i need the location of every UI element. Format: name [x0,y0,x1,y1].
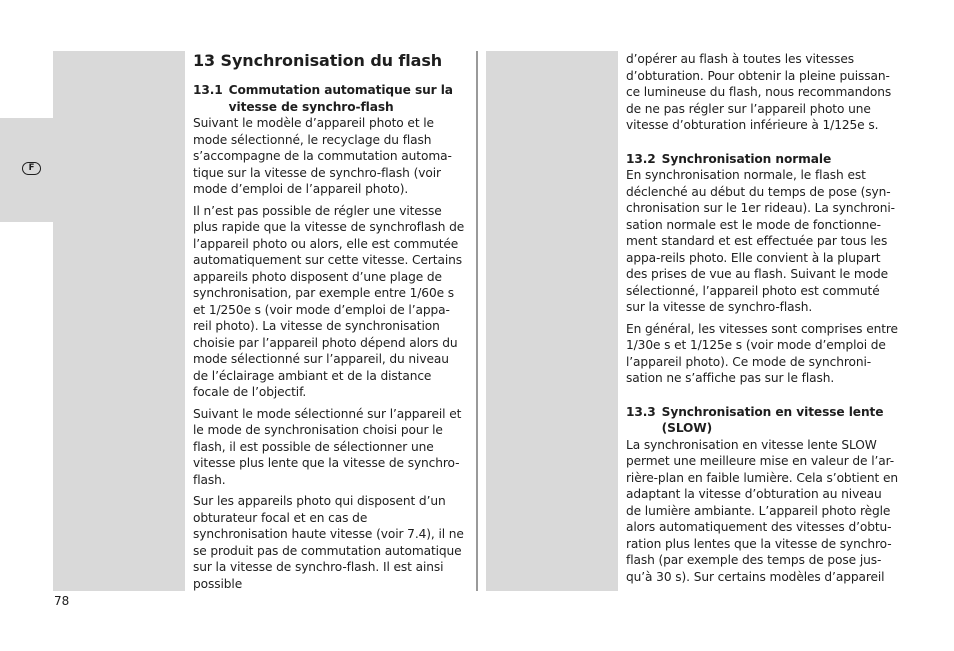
section-number: 13.1 [193,83,223,97]
section-number: 13.3 [626,404,656,419]
page-number: 78 [54,594,70,608]
language-badge: F [22,162,41,175]
section-number: 13.2 [626,151,656,166]
left-margin-band [53,51,185,591]
left-column [193,50,465,597]
paragraph: Sur les appareils photo qui disposent d’un obturateur focal et en cas de synchronisation haute vitesse (voir 7.4), il ne se produit pas de commutation automatique sur la vitesse de synchro-flash. Il est ainsi possible [193,494,464,591]
right-column [626,51,900,590]
paragraph: La synchronisation en vitesse lente SLOW permet une meilleure mise en valeur de l’ar-rière-plan en faible lumière. Cela s’obtient en adaptant la vitesse d’obturation au niveau de lumière ambiante. L’appareil photo règle alors automatiquement des vitesses d’obtu-ration plus lentes que la vitesse de synchro-flash (par exemple des temps de pose jus-qu’à 30 s). Sur certains modèles d’appareil [626,437,899,584]
paragraph: Suivant le modèle d’appareil photo et le mode sélectionné, le recyclage du flash s’accompagne de la commutation automa-tique sur la vitesse de synchro-flash (voir mode d’emploi de l’appareil photo). [193,116,452,196]
section-heading-13-2 [626,151,900,168]
right-margin-band [486,51,618,591]
paragraph: Il n’est pas possible de régler une vitesse plus rapide que la vitesse de synchroflash de l’appareil photo ou alors, elle est commutée automatiquement sur cette vitesse. Certains appareils photo disposent d’une plage de synchronisation, par exemple entre 1/60e s et 1/250e s (voir mode d’emploi de l’appa-reil photo). La vitesse de synchronisation choisie par l’appareil photo dépend alors du mode sélectionné sur l’appareil, du niveau de l’éclairage ambiant et de la distance focale de l’objectif. [193,203,465,399]
paragraph: d’opérer au flash à toutes les vitesses d’obturation. Pour obtenir la pleine puissan-ce lumineuse du flash, nous recommandons de ne pas régler sur l’appareil photo une vitesse d’obturation inférieure à 1/125e s. [626,52,892,132]
section-title: Commutation automatique sur la vitesse de synchro-flash [228,83,453,114]
chapter-heading: 13 Synchronisation du flash [193,51,443,70]
paragraph: En général, les vitesses sont comprises entre 1/30e s et 1/125e s (voir mode d’emploi de l’appareil photo). Ce mode de synchroni-sation ne s’affiche pas sur le flash. [626,321,898,385]
paragraph: En synchronisation normale, le flash est déclenché au début du temps de pose (syn-chronisation sur le 1er rideau). La synchroni-sation normale est le mode de fonctionne-ment standard et est effectuée par tous les appa-reils photo. Elle convient à la plupart des prises de vue au flash. Suivant le mode sélectionné, l’appareil photo est commuté sur la vitesse de synchro-flash. [626,168,895,314]
section-heading-13-1 [193,82,465,115]
section-title: Synchronisation normale [661,151,832,166]
section-title: Synchronisation en vitesse lente (SLOW) [661,404,884,435]
column-divider [476,51,478,591]
section-heading-13-3 [626,404,900,437]
paragraph: Suivant le mode sélectionné sur l’appareil et le mode de synchronisation choisi pour le flash, il est possible de sélectionner une vitesse plus lente que la vitesse de synchro-flash. [193,406,462,487]
